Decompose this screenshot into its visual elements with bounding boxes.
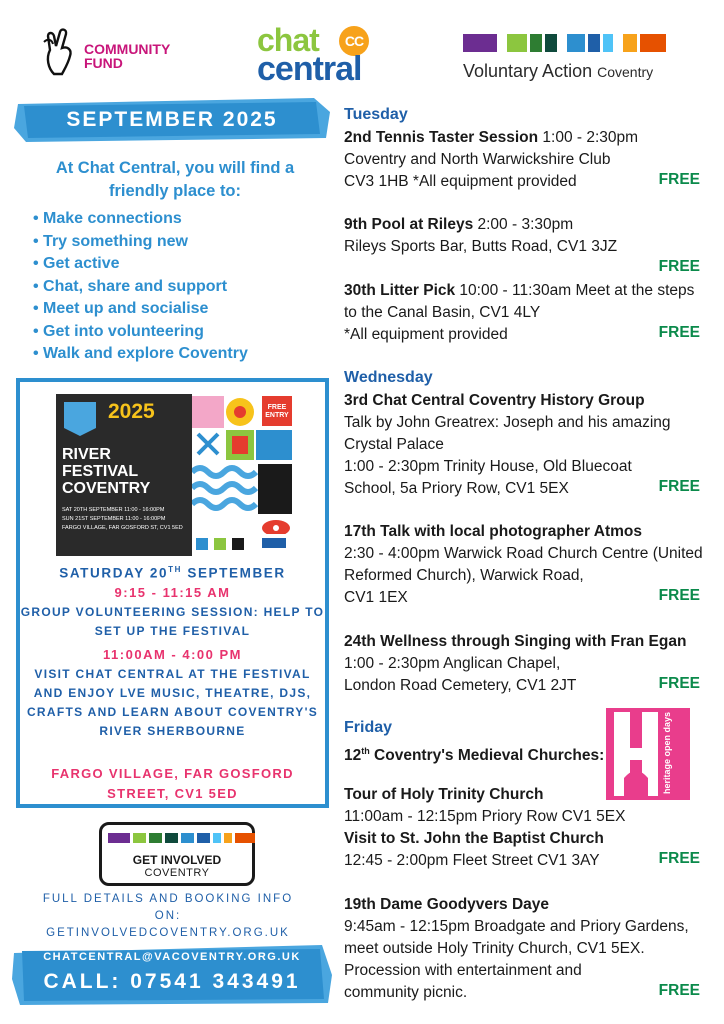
day-heading-wednesday: Wednesday xyxy=(344,369,433,386)
free-badge: FREE xyxy=(658,675,700,692)
free-entry-badge: FREE ENTRY xyxy=(262,396,292,426)
list-item: • Chat, share and support xyxy=(33,276,328,299)
booking-details-text: FULL DETAILS AND BOOKING INFO ON: xyxy=(42,893,294,922)
festival-venue: FARGO VILLAGE, FAR GOSFORD STREET, CV1 5ED xyxy=(51,766,294,801)
free-badge: FREE xyxy=(658,324,700,341)
email-link[interactable]: CHATCENTRAL@VACOVENTRY.ORG.UK xyxy=(43,951,301,963)
get-involved-line2: COVENTRY xyxy=(144,867,210,879)
chat-logo-badge: CC xyxy=(339,26,369,56)
event-wellness-singing: 24th Wellness through Singing with Fran Egan 1:00 - 2:30pm Anglican Chapel, London Road Cemetery, CV1 2JT xyxy=(344,633,687,694)
crossed-fingers-icon xyxy=(40,28,80,76)
community-fund-logo xyxy=(40,28,190,80)
festival-desc-1: GROUP VOLUNTEERING SESSION: HELP TO SET UP THE FESTIVAL xyxy=(20,605,325,638)
list-item: • Get active xyxy=(33,253,328,276)
community-fund-text: COMMUNITY FUND xyxy=(84,41,171,71)
event-medieval-churches: 12th Coventry's Medieval Churches: xyxy=(344,746,605,765)
voluntary-action-logo xyxy=(463,34,693,84)
festival-date: SATURDAY 20TH SEPTEMBER xyxy=(59,565,286,581)
poster-year: 2025 xyxy=(108,400,155,423)
festival-time-2: 11:00AM - 4:00 PM xyxy=(103,647,242,662)
month-title: SEPTEMBER 2025 xyxy=(66,108,278,131)
contact-banner xyxy=(12,945,332,1005)
free-badge: FREE xyxy=(658,982,700,999)
get-involved-line1: GET INVOLVED xyxy=(132,853,222,867)
intro-text: At Chat Central, you will find a friendly place to: xyxy=(55,159,295,200)
get-involved-logo[interactable] xyxy=(99,822,255,886)
poster-dates: SAT 20TH SEPTEMBER 11:00 - 16:00PM SUN 21ST SEPTEMBER 11:00 - 16:00PM FARGO VILLAGE, FAR GOSFORD ST, CV1 5ED xyxy=(62,507,183,531)
va-color-bars xyxy=(463,34,693,52)
gi-color-bars xyxy=(108,833,255,843)
event-goodyvers-daye: 19th Dame Goodyvers Daye 9:45am - 12:15pm Broadgate and Priory Gardens, meet outside Holy Trinity Church, CV1 5EX. Procession with entertainment and community picnic. xyxy=(344,896,689,1001)
list-item: • Get into volunteering xyxy=(33,321,328,344)
free-badge: FREE xyxy=(658,478,700,495)
va-name: Voluntary Action xyxy=(463,61,593,81)
phone-number[interactable]: CALL: 07541 343491 xyxy=(43,970,301,993)
list-item: • Try something new xyxy=(33,231,328,254)
benefits-list xyxy=(33,208,328,366)
free-badge: FREE xyxy=(658,587,700,604)
event-pool: 9th Pool at Rileys 2:00 - 3:30pm Rileys Sports Bar, Butts Road, CV1 3JZ xyxy=(344,216,618,255)
event-photographer-talk: 17th Talk with local photographer Atmos 2:30 - 4:00pm Warwick Road Church Centre (United Reformed Church), Warwick Road, CV1 1EX xyxy=(344,523,703,606)
river-project-icon xyxy=(60,398,100,438)
list-item: • Meet up and socialise xyxy=(33,298,328,321)
heritage-open-days-text: heritage open days xyxy=(662,711,672,794)
festival-desc-2: VISIT CHAT CENTRAL AT THE FESTIVAL AND ENJOY LVE MUSIC, THEATRE, DJS, CRAFTS AND LEARN ABOUT COVENTRY'S RIVER SHERBOURNE xyxy=(26,667,319,738)
free-badge: FREE xyxy=(658,171,700,188)
free-badge: FREE xyxy=(658,258,700,275)
event-history-group: 3rd Chat Central Coventry History Group Talk by John Greatrex: Joseph and his amazing Crystal Palace 1:00 - 2:30pm Trinity House, Old Bluecoat School, 5a Priory Row, CV1 5EX xyxy=(344,392,671,497)
day-heading-tuesday: Tuesday xyxy=(344,106,408,123)
event-tennis: 2nd Tennis Taster Session 1:00 - 2:30pm Coventry and North Warwickshire Club CV3 1HB *All equipment provided xyxy=(344,129,639,190)
va-city: Coventry xyxy=(597,64,654,80)
list-item: • Make connections xyxy=(33,208,328,231)
festival-time-1: 9:15 - 11:15 AM xyxy=(114,585,231,600)
chat-central-logo xyxy=(257,24,397,86)
poster-title: RIVER FESTIVAL COVENTRY xyxy=(62,446,151,497)
chat-logo-bottom: central xyxy=(257,50,362,88)
river-festival-poster xyxy=(56,394,292,556)
chat-logo-top: chat xyxy=(257,22,319,58)
list-item: • Walk and explore Coventry xyxy=(33,343,328,366)
day-heading-friday: Friday xyxy=(344,719,393,736)
booking-details xyxy=(28,891,308,942)
event-litter-pick: 30th Litter Pick 10:00 - 11:30am Meet at the steps to the Canal Basin, CV1 4LY *All equipment provided xyxy=(344,282,695,343)
free-badge: FREE xyxy=(658,850,700,867)
booking-url-link[interactable]: GETINVOLVEDCOVENTRY.ORG.UK xyxy=(46,927,290,939)
month-banner xyxy=(14,98,330,142)
event-medieval-churches-details: Tour of Holy Trinity Church 11:00am - 12:15pm Priory Row CV1 5EX Visit to St. John the Baptist Church 12:45 - 2:00pm Fleet Street CV1 3AY xyxy=(344,786,626,869)
river-festival-box xyxy=(16,378,329,808)
